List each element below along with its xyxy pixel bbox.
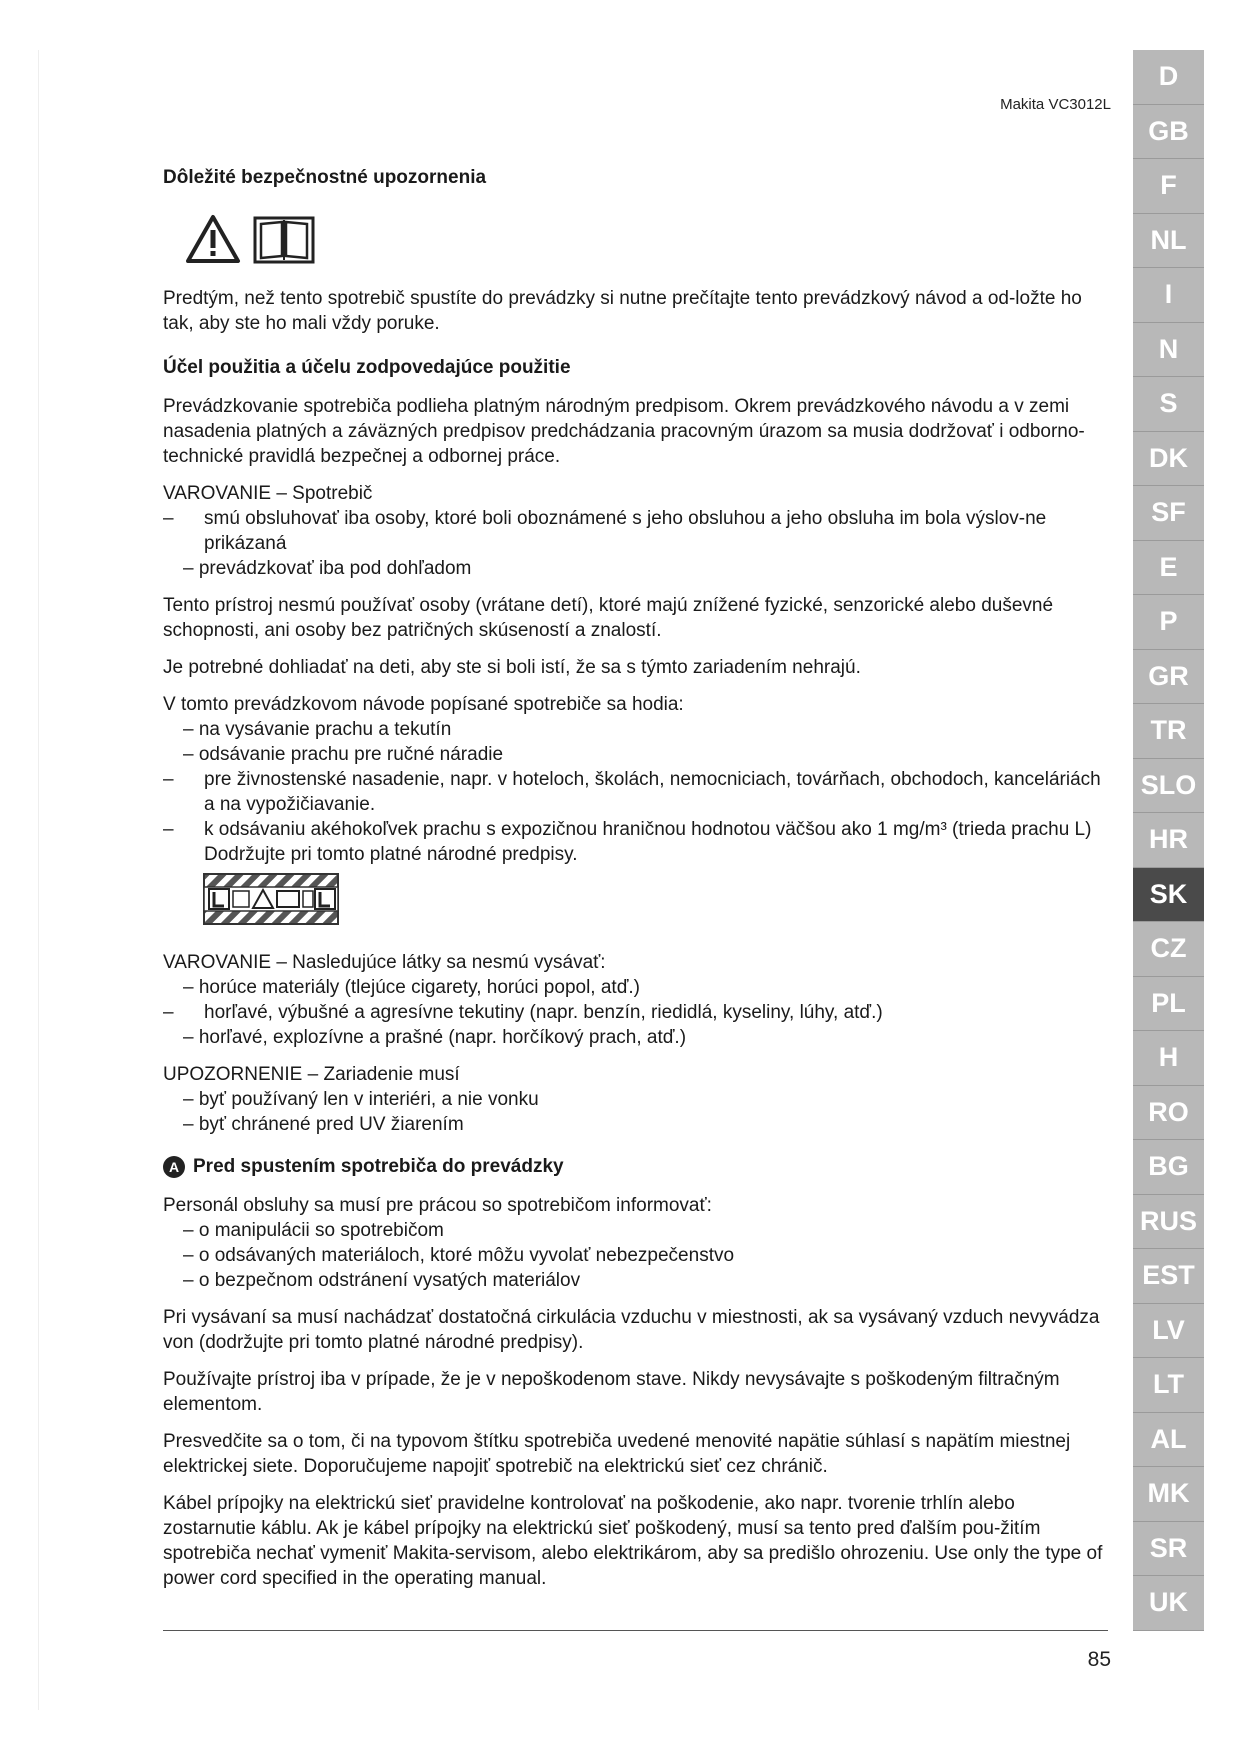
language-tab-lv[interactable]: LV bbox=[1133, 1304, 1204, 1359]
dash-mark: – bbox=[163, 769, 174, 790]
children-paragraph: Je potrebné dohliadať na deti, aby ste si boli istí, že sa s týmto zariadením nehrajú. bbox=[163, 657, 861, 678]
section-title-safety: Dôležité bezpečnostné upozornenia bbox=[163, 167, 487, 188]
list-item bbox=[163, 767, 1108, 817]
undamaged-device-paragraph: Používajte prístroj iba v prípade, že je v nepoškodenom stave. Nikdy nevysávajte s poškodeným filtračným elementom. bbox=[163, 1369, 1060, 1415]
language-tab-p[interactable]: P bbox=[1133, 595, 1204, 650]
safety-icons bbox=[185, 204, 1108, 264]
operator-info-heading: Personál obsluhy sa musí pre prácou so spotrebičom informovať: bbox=[163, 1195, 712, 1216]
language-tab-tr[interactable]: TR bbox=[1133, 704, 1204, 759]
caution-heading: UPOZORNENIE – Zariadenie musí bbox=[163, 1064, 460, 1085]
voltage-paragraph: Presvedčite sa o tom, či na typovom štítku spotrebiča uvedené menovité napätie súhlasí s napätím miestnej elektrickej siete. Doporučujeme napojiť spotrebič na elektrickú sieť cez chránič. bbox=[163, 1431, 1071, 1477]
dash-mark: – bbox=[163, 1002, 174, 1023]
intended-uses-block bbox=[163, 692, 1108, 867]
list-item: – na vysávanie prachu a tekutín bbox=[183, 719, 452, 740]
list-item: – o bezpečnom odstránení vysatých materiálov bbox=[183, 1270, 581, 1291]
section-letter-badge: A bbox=[163, 1156, 185, 1178]
language-tab-nl[interactable]: NL bbox=[1133, 214, 1204, 269]
language-tab-gb[interactable]: GB bbox=[1133, 105, 1204, 160]
header-model-name: Makita VC3012L bbox=[1000, 96, 1111, 113]
warning-substances-heading: VAROVANIE – Nasledujúce látky sa nesmú vysávať: bbox=[163, 952, 606, 973]
list-item: – horúce materiály (tlejúce cigarety, horúci popol, atď.) bbox=[183, 977, 640, 998]
language-tab-est[interactable]: EST bbox=[1133, 1249, 1204, 1304]
language-tab-lt[interactable]: LT bbox=[1133, 1358, 1204, 1413]
language-tab-ro[interactable]: RO bbox=[1133, 1086, 1204, 1141]
language-tab-sk[interactable]: SK bbox=[1133, 868, 1204, 923]
list-item: – byť používaný len v interiéri, a nie vonku bbox=[183, 1089, 539, 1110]
warning-operators-block bbox=[163, 481, 1108, 581]
language-tab-gr[interactable]: GR bbox=[1133, 650, 1204, 705]
language-tab-h[interactable]: H bbox=[1133, 1031, 1204, 1086]
language-tab-al[interactable]: AL bbox=[1133, 1413, 1204, 1468]
language-tab-bg[interactable]: BG bbox=[1133, 1140, 1204, 1195]
language-tab-sr[interactable]: SR bbox=[1133, 1522, 1204, 1577]
language-tabs-sidebar bbox=[1133, 50, 1204, 1631]
list-item: – prevádzkovať iba pod dohľadom bbox=[183, 558, 472, 579]
list-item: – o manipulácii so spotrebičom bbox=[183, 1220, 444, 1241]
warning-substances-block bbox=[163, 950, 1108, 1050]
list-item bbox=[163, 1000, 1108, 1025]
restricted-persons-paragraph: Tento prístroj nesmú používať osoby (vrátane detí), ktoré majú znížené fyzické, senzorické alebo duševné schopnosti, ani osoby bez patričných skúseností a znalostí. bbox=[163, 595, 1054, 641]
language-tab-e[interactable]: E bbox=[1133, 541, 1204, 596]
caution-block bbox=[163, 1062, 1108, 1137]
list-item-text: k odsávaniu akéhokoľvek prachu s expozičnou hraničnou hodnotou väčšou ako 1 mg/m³ (trieda prachu L) Dodržujte pri tomto platné národné predpisy. bbox=[204, 819, 1092, 865]
list-item: – o odsávaných materiáloch, ktoré môžu vyvolať nebezpečenstvo bbox=[183, 1245, 735, 1266]
dash-mark: – bbox=[163, 508, 174, 529]
list-item bbox=[163, 817, 1108, 867]
list-item: – odsávanie prachu pre ručné náradie bbox=[183, 744, 504, 765]
language-tab-uk[interactable]: UK bbox=[1133, 1576, 1204, 1631]
section-title-before-operation bbox=[163, 1155, 1108, 1179]
language-tab-i[interactable]: I bbox=[1133, 268, 1204, 323]
language-tab-slo[interactable]: SLO bbox=[1133, 759, 1204, 814]
list-item-text: smú obsluhovať iba osoby, ktoré boli oboznámené s jeho obsluhou a jeho obsluha im bola výslov-ne prikázaná bbox=[204, 508, 1047, 554]
power-cable-paragraph: Kábel prípojky na elektrickú sieť pravidelne kontrolovať na poškodenie, ako napr. tvorenie trhlín alebo zostarnutie káblu. Ak je kábel prípojky na elektrickú sieť poškodený, musí sa tento pred ďalším pou-žitím spotrebiča nechať vymeniť Makita-servisom, alebo elektrikárom, aby sa predišlo ohrozeniu. Use only the type of power cord specified in the operating manual. bbox=[163, 1493, 1103, 1589]
footer-divider bbox=[163, 1630, 1108, 1631]
section-title-intended-use: Účel použitia a účelu zodpovedajúce použitie bbox=[163, 357, 571, 378]
dash-mark: – bbox=[163, 819, 174, 840]
language-tab-hr[interactable]: HR bbox=[1133, 813, 1204, 868]
list-item-text: horľavé, výbušné a agresívne tekutiny (napr. benzín, riedidlá, kyseliny, lúhy, atď.) bbox=[204, 1002, 883, 1023]
main-content bbox=[163, 166, 1108, 1603]
list-item: – byť chránené pred UV žiarením bbox=[183, 1114, 464, 1135]
language-tab-cz[interactable]: CZ bbox=[1133, 922, 1204, 977]
operator-info-block bbox=[163, 1193, 1108, 1293]
warning-operators-heading: VAROVANIE – Spotrebič bbox=[163, 483, 373, 504]
page-edge-line bbox=[38, 50, 39, 1710]
language-tab-rus[interactable]: RUS bbox=[1133, 1195, 1204, 1250]
page-number: 85 bbox=[1087, 1648, 1111, 1671]
list-item: – horľavé, explozívne a prašné (napr. horčíkový prach, atď.) bbox=[183, 1027, 687, 1048]
intended-uses-heading: V tomto prevádzkovom návode popísané spotrebiče sa hodia: bbox=[163, 694, 684, 715]
language-tab-f[interactable]: F bbox=[1133, 159, 1204, 214]
regulations-paragraph: Prevádzkovanie spotrebiča podlieha platným národným predpisom. Okrem prevádzkového návodu a v zemi nasadenia platných a záväzných predpisov predchádzania pracovným úrazom sa musia dodržovať i odborno-technické pravidlá bezpečnej a odbornej práce. bbox=[163, 396, 1085, 467]
list-item-text: pre živnostenské nasadenie, napr. v hoteloch, školách, nemocniciach, továrňach, obchodoch, kanceláriách a na vypožičiavanie. bbox=[204, 769, 1101, 815]
language-tab-sf[interactable]: SF bbox=[1133, 486, 1204, 541]
dust-class-l-label-icon bbox=[203, 873, 339, 925]
list-item bbox=[163, 506, 1108, 556]
language-tab-s[interactable]: S bbox=[1133, 377, 1204, 432]
language-tab-dk[interactable]: DK bbox=[1133, 432, 1204, 487]
language-tab-d[interactable]: D bbox=[1133, 50, 1204, 105]
warning-triangle-icon bbox=[185, 214, 241, 264]
section-title-text: Pred spustením spotrebiča do prevádzky bbox=[193, 1156, 564, 1177]
language-tab-mk[interactable]: MK bbox=[1133, 1467, 1204, 1522]
air-circulation-paragraph: Pri vysávaní sa musí nachádzať dostatočná cirkulácia vzduchu v miestnosti, ak sa vysávaný vzduch nevyvádza von (dodržujte pri tomto platné národné predpisy). bbox=[163, 1307, 1100, 1353]
language-tab-pl[interactable]: PL bbox=[1133, 977, 1204, 1032]
intro-paragraph: Predtým, než tento spotrebič spustíte do prevádzky si nutne prečítajte tento prevádzkový návod a od-ložte ho tak, aby ste ho mali vždy poruke. bbox=[163, 288, 1082, 334]
read-manual-book-icon bbox=[253, 214, 315, 264]
language-tab-n[interactable]: N bbox=[1133, 323, 1204, 378]
